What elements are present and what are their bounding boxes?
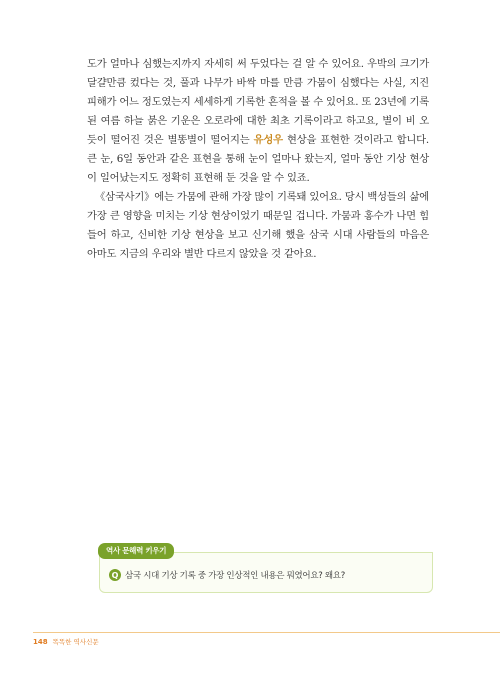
quiz-question <box>109 568 345 582</box>
question-text: 삼국 시대 기상 기록 중 가장 인상적인 내용은 뭐였어요? 왜요? <box>125 571 345 581</box>
page-footer <box>33 637 99 646</box>
highlight-term: 유성우 <box>253 134 283 146</box>
article-body <box>87 55 429 264</box>
book-title: 똑똑한 역사신문 <box>52 638 99 646</box>
quiz-tag: 역사 문해력 키우기 <box>98 543 174 559</box>
paragraph-2: 《삼국사기》에는 가뭄에 관해 가장 많이 기록돼 있어요. 당시 백성들의 삶에 가장 큰 영향을 미치는 기상 현상이었기 때문일 겁니다. 가뭄과 홍수가 나면 힘들어 하고, 신비한 기상 현상을 보고 신기해 했을 삼국 시대 사람들의 마음은 아마도 지금의 우리와 별반 다르지 않았을 것 같아요. <box>87 191 429 260</box>
paragraph-1-end: 현상을 표현한 것이라고 합니다. 큰 눈, 6일 동안과 같은 표현을 통해 눈이 얼마나 왔는지, 얼마 동안 기상 현상이 일어났는지도 정확히 표현해 둔 것을 알 수 있죠. <box>87 134 429 184</box>
question-badge-icon: Q <box>109 569 121 581</box>
paragraph-1 <box>87 55 429 188</box>
paragraph-1-text: 도가 얼마나 심했는지까지 자세히 써 두었다는 걸 알 수 있어요. 우박의 크기가 달걀만큼 컸다는 것, 풀과 나무가 바싹 마를 만큼 가뭄이 심했다는 사실, 지진 피해가 어느 정도였는지 세세하게 기록한 흔적을 볼 수 있어요. 또 23년에 기록된 여름 하늘 붉은 기운은 오로라에 대한 최초 기록이라고 하고요, 별이 비 오듯이 떨어진 것은 별똥별이 떨어지는 <box>87 58 429 146</box>
footer-divider <box>33 632 500 633</box>
page-number: 148 <box>33 638 48 646</box>
